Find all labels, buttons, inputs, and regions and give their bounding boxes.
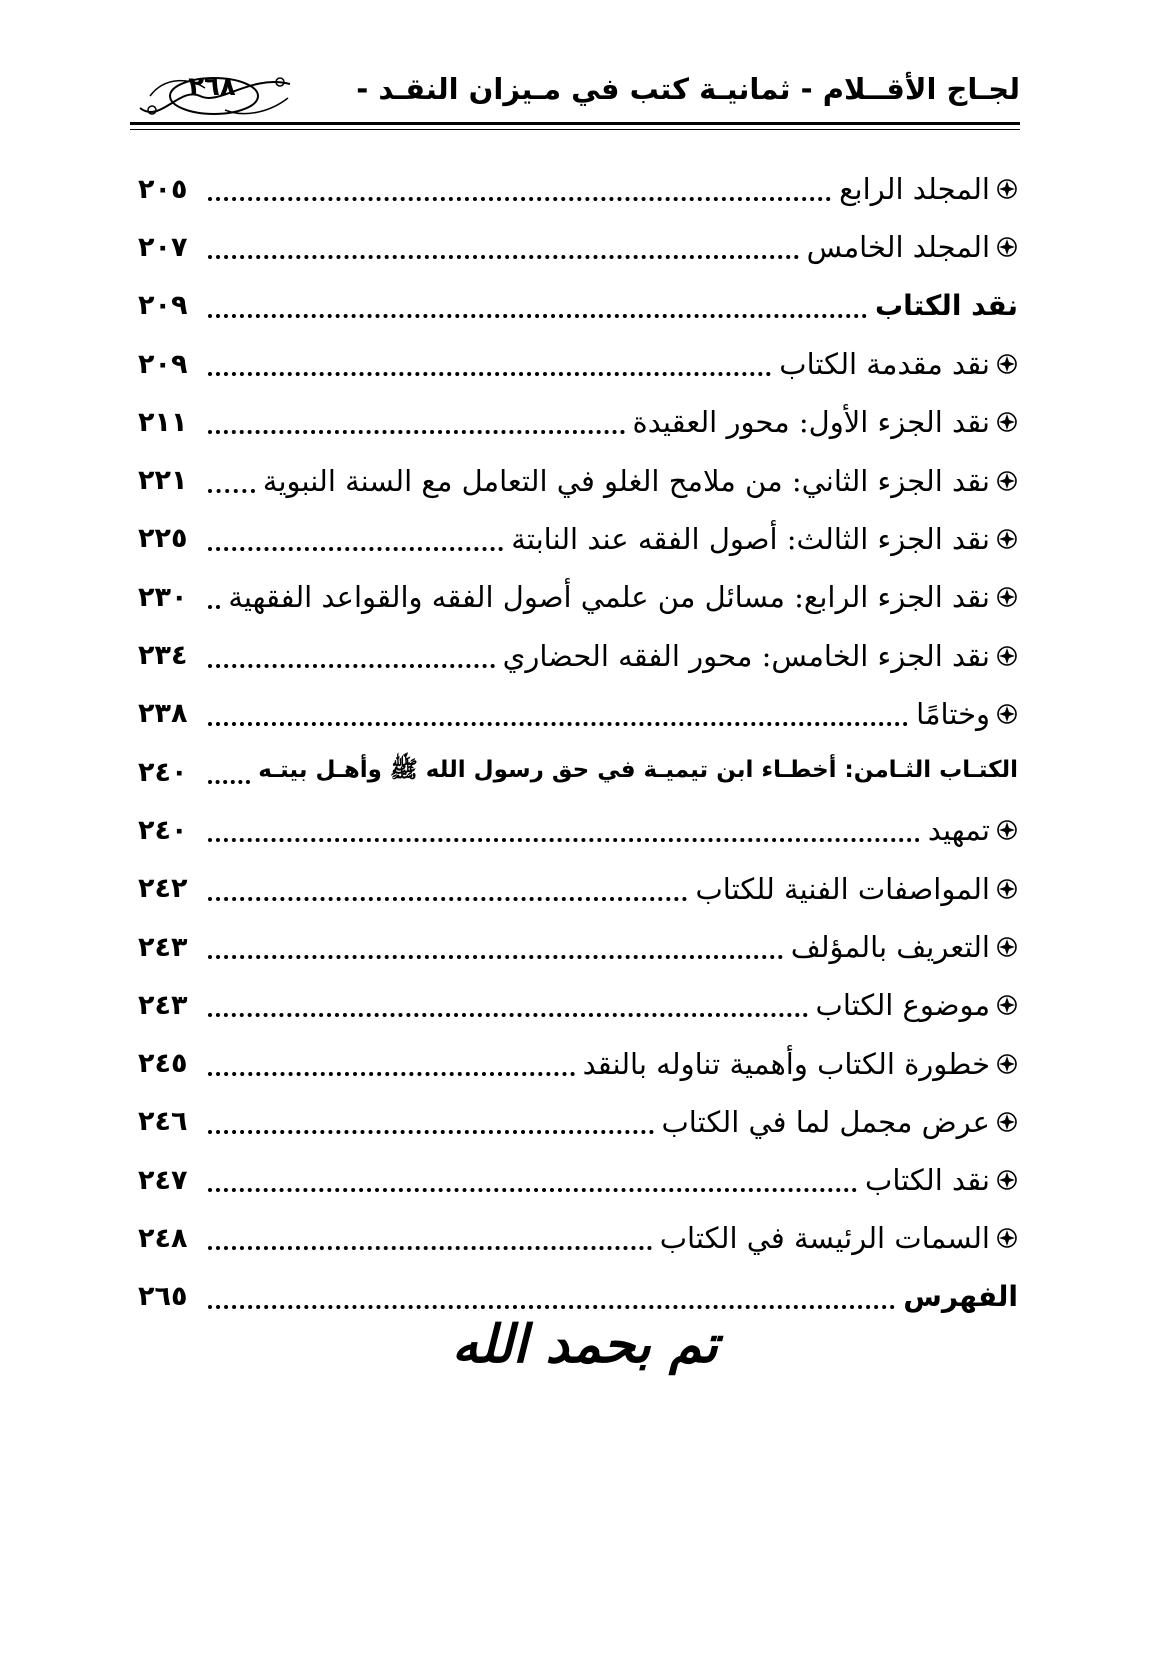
toc-entry-title: نقد الجزء الأول: محور العقيدة	[632, 405, 990, 440]
toc-entry	[138, 277, 1018, 335]
toc-entry	[138, 976, 1018, 1034]
toc-entry	[138, 160, 1018, 218]
dot-leader	[208, 1072, 575, 1076]
toc-entry-page: ٢٤٨	[138, 1222, 188, 1254]
dot-leader	[208, 430, 625, 434]
toc-entry-page: ٢٠٩	[138, 348, 188, 380]
toc-entry	[138, 1093, 1018, 1151]
toc-entry-title: المجلد الخامس	[806, 230, 990, 265]
toc-entry-title: التعريف بالمؤلف	[790, 930, 990, 964]
running-header	[130, 66, 1020, 136]
toc-entry-title: المواصفات الفنية للكتاب	[695, 871, 990, 906]
toc-entry	[138, 568, 1018, 626]
toc-entry-title: عرض مجمل لما في الكتاب	[661, 1104, 990, 1139]
dot-leader	[208, 664, 495, 668]
dot-leader	[208, 722, 908, 726]
flower-bullet-icon	[996, 1169, 1018, 1191]
toc-entry	[138, 801, 1018, 859]
toc-entry-page: ٢٣٨	[138, 698, 188, 730]
toc-entry	[138, 218, 1018, 276]
flower-bullet-icon	[996, 1111, 1018, 1133]
toc-entry-title: الكتـاب الثـامن: أخطـاء ابن تيميـة في حق رسول الله ﷺ وأهـل بيتـه	[258, 757, 1018, 784]
flower-bullet-icon	[996, 703, 1018, 725]
toc-entry	[138, 393, 1018, 451]
flower-bullet-icon	[996, 411, 1018, 433]
dot-leader	[208, 547, 503, 551]
flower-bullet-icon	[996, 236, 1018, 258]
toc-entry-title: نقد الجزء الخامس: محور الفقه الحضاري	[502, 638, 990, 673]
toc-entry-title: نقد الجزء الرابع: مسائل من علمي أصول الفقه والقواعد الفقهية	[228, 580, 990, 615]
dot-leader	[208, 955, 783, 959]
toc-entry-page: ٢٠٩	[138, 290, 188, 322]
toc-entry-page: ٢٢١	[138, 465, 188, 497]
toc-entry	[138, 335, 1018, 393]
toc-entry-page: ٢٠٧	[138, 231, 188, 263]
dot-leader	[208, 838, 920, 842]
toc-entry	[138, 860, 1018, 918]
closing-calligraphy: تم بحمد الله	[451, 1314, 719, 1375]
toc-entry-page: ٢٤٧	[138, 1164, 188, 1196]
toc-entry	[138, 451, 1018, 509]
dot-leader	[208, 489, 255, 493]
toc-entry-title: نقد الكتاب	[874, 289, 1018, 323]
toc-entry-page: ٢٤٣	[138, 989, 188, 1021]
dot-leader	[208, 372, 771, 376]
toc-entry-page: ٢٦٥	[138, 1281, 188, 1313]
toc-entry	[138, 685, 1018, 743]
dot-leader	[208, 197, 831, 201]
toc-entry	[138, 626, 1018, 684]
flower-bullet-icon	[996, 470, 1018, 492]
toc-entry-title: نقد الكتاب	[865, 1163, 990, 1198]
toc-entry-title: موضوع الكتاب	[815, 988, 990, 1023]
flower-bullet-icon	[996, 528, 1018, 550]
dot-leader	[208, 1130, 654, 1134]
toc-entry	[138, 510, 1018, 568]
toc-entry-title: تمهيد	[927, 813, 990, 848]
toc-entry	[138, 1209, 1018, 1267]
dot-leader	[208, 1246, 652, 1250]
dot-leader	[208, 314, 867, 318]
dot-leader	[208, 605, 220, 609]
toc-entry-page: ٢٤٠	[138, 756, 188, 788]
flower-bullet-icon	[996, 645, 1018, 667]
toc-entry-title: المجلد الرابع	[839, 172, 990, 207]
toc-entry-title: الفهرس	[903, 1280, 1018, 1314]
dot-leader	[208, 897, 687, 901]
dot-leader	[208, 780, 250, 784]
flower-bullet-icon	[996, 878, 1018, 900]
dot-leader	[208, 1188, 857, 1192]
page-number: ٢٦٨	[188, 72, 236, 102]
flower-bullet-icon	[996, 1227, 1018, 1249]
toc-entry-title: نقد الجزء الثالث: أصول الفقه عند النابتة	[511, 521, 990, 556]
toc-entry	[138, 1151, 1018, 1209]
flower-bullet-icon	[996, 1053, 1018, 1075]
toc-entry	[138, 743, 1018, 801]
header-rule-thin	[130, 129, 1020, 130]
flower-bullet-icon	[996, 994, 1018, 1016]
toc-entry-page: ٢٣٤	[138, 640, 188, 672]
flower-bullet-icon	[996, 936, 1018, 958]
toc-entry-page: ٢٤٣	[138, 931, 188, 963]
header-rule-thick	[130, 122, 1020, 125]
toc-entry-page: ٢١١	[138, 406, 188, 438]
toc-entry-page: ٢٠٥	[138, 173, 188, 205]
toc-entry-page: ٢٤٢	[138, 873, 188, 905]
toc-entry-page: ٢٤٥	[138, 1048, 188, 1080]
toc-entry-page: ٢٤٠	[138, 814, 188, 846]
toc-entry-title: نقد مقدمة الكتاب	[779, 347, 990, 382]
flower-bullet-icon	[996, 353, 1018, 375]
flower-bullet-icon	[996, 819, 1018, 841]
toc-entry-page: ٢٢٥	[138, 523, 188, 555]
toc-entry-title: السمات الرئيسة في الكتاب	[659, 1221, 990, 1256]
flower-bullet-icon	[996, 178, 1018, 200]
dot-leader	[208, 255, 799, 259]
flower-bullet-icon	[996, 586, 1018, 608]
dot-leader	[208, 1013, 808, 1017]
toc-entry	[138, 918, 1018, 976]
toc-entry-title: نقد الجزء الثاني: من ملامح الغلو في التعامل مع السنة النبوية	[262, 463, 990, 498]
toc-entry-title: خطورة الكتاب وأهمية تناوله بالنقد	[582, 1046, 990, 1081]
toc-entry	[138, 1034, 1018, 1092]
running-title: لجـاج الأقــلام - ثمانيـة كتب في مـيزان النقـد -	[356, 72, 1020, 106]
toc-entry-title: وختامًا	[916, 696, 990, 731]
table-of-contents	[138, 160, 1018, 1326]
toc-entry-page: ٢٤٦	[138, 1106, 188, 1138]
toc-entry-page: ٢٣٠	[138, 581, 188, 613]
